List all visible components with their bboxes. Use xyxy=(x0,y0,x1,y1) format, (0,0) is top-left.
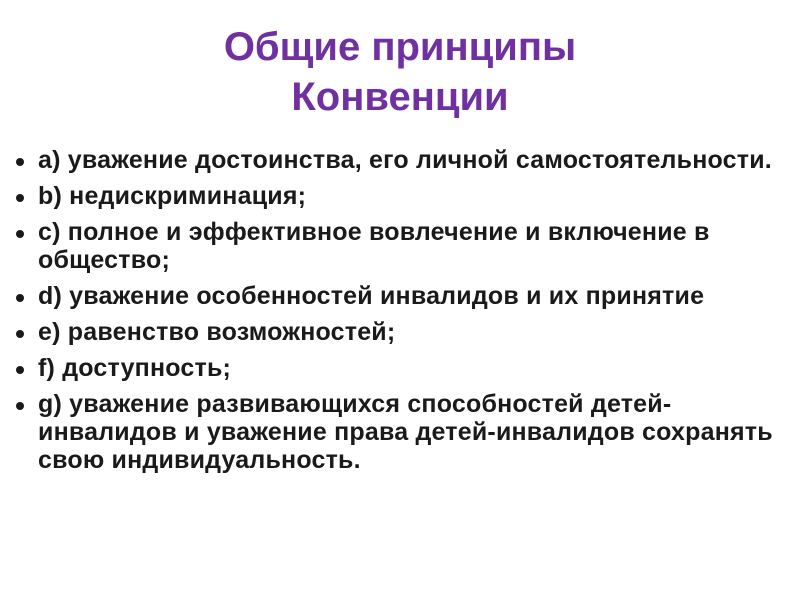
list-item-text: d) уважение особенностей инвалидов и их принятие xyxy=(38,282,705,310)
list-item xyxy=(14,182,774,210)
bullet-icon xyxy=(16,230,24,238)
slide-content xyxy=(14,146,774,482)
list-item-text: b) недискриминация; xyxy=(38,182,307,210)
bullet-icon xyxy=(16,366,24,374)
list-item-text: f) доступность; xyxy=(38,354,232,382)
list-item xyxy=(14,282,774,310)
bullet-icon xyxy=(16,330,24,338)
list-item-text: a) уважение достоинства, его личной самостоятельности. xyxy=(38,146,772,174)
list-item-text: g) уважение развивающихся способностей детей-инвалидов и уважение права детей-инвалидов сохранять свою индивидуальность. xyxy=(38,390,773,474)
bullet-icon xyxy=(16,402,24,410)
bullet-icon xyxy=(16,194,24,202)
list-item xyxy=(14,218,774,274)
principles-list xyxy=(14,146,774,474)
bullet-icon xyxy=(16,294,24,302)
title-line-1: Общие принципы xyxy=(223,25,577,69)
slide-title xyxy=(0,22,800,122)
list-item xyxy=(14,354,774,382)
list-item xyxy=(14,146,774,174)
list-item-text: e) равенство возможностей; xyxy=(38,318,396,346)
bullet-icon xyxy=(16,158,24,166)
list-item xyxy=(14,318,774,346)
list-item xyxy=(14,390,774,474)
title-line-2: Конвенции xyxy=(291,75,509,119)
list-item-text: c) полное и эффективное вовлечение и включение в общество; xyxy=(38,218,710,274)
